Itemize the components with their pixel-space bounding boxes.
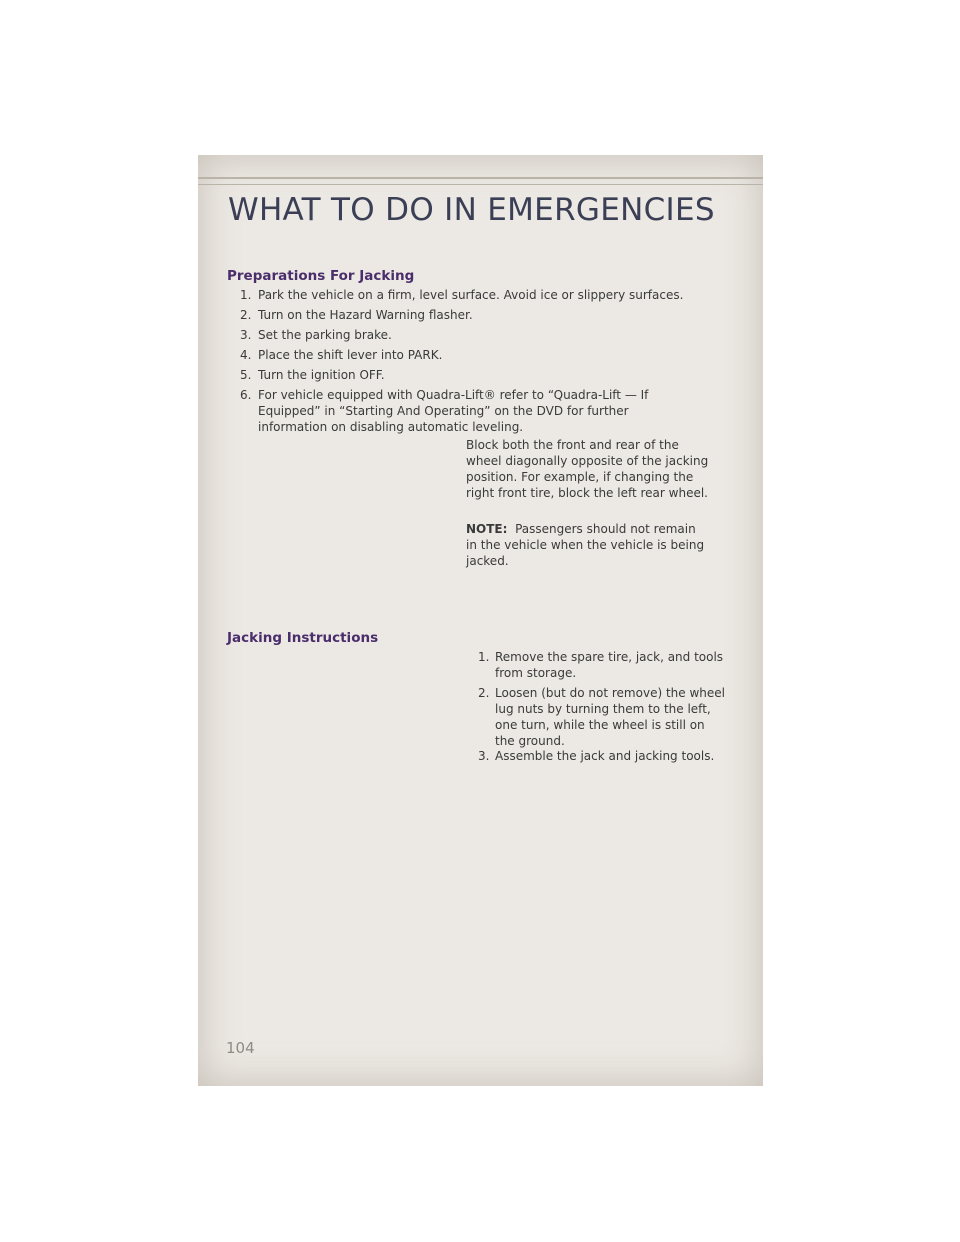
- prep-step-3: 3. Set the parking brake.: [240, 328, 392, 342]
- section-heading-jacking: Jacking Instructions: [227, 630, 379, 646]
- note-label: NOTE:: [466, 522, 508, 536]
- jacking-step-2: 2. Loosen (but do not remove) the wheel lug nuts by turning them to the left, one turn, while the wheel is still on the ground.: [478, 686, 725, 748]
- prep-step-2: 2. Turn on the Hazard Warning flasher.: [240, 308, 473, 322]
- prep-step-6: 6. For vehicle equipped with Quadra-Lift® refer to “Quadra-Lift — If Equipped” in “Starting And Operating” on the DVD for further information on disabling automatic leveling.: [240, 388, 649, 434]
- note-paragraph: [466, 521, 710, 569]
- prep-step-1: 1. Park the vehicle on a firm, level surface. Avoid ice or slippery surfaces.: [240, 288, 684, 302]
- section-heading-preparations: Preparations For Jacking: [227, 268, 415, 284]
- jacking-step-3: 3. Assemble the jack and jacking tools.: [478, 749, 715, 763]
- block-wheel-paragraph: Block both the front and rear of the wheel diagonally opposite of the jacking position. For example, if changing the right front tire, block the left rear wheel.: [466, 438, 709, 500]
- jacking-step-1: 1. Remove the spare tire, jack, and tools from storage.: [478, 650, 724, 680]
- manual-page: [198, 155, 763, 1086]
- header-rule: [198, 177, 763, 179]
- page-number: 104: [226, 1039, 255, 1057]
- header-rule-thin: [198, 184, 763, 185]
- note-text: Passengers should not remain in the vehicle when the vehicle is being jacked.: [466, 522, 705, 568]
- prep-step-5: 5. Turn the ignition OFF.: [240, 368, 385, 382]
- prep-step-4: 4. Place the shift lever into PARK.: [240, 348, 443, 362]
- chapter-title: WHAT TO DO IN EMERGENCIES: [228, 192, 715, 228]
